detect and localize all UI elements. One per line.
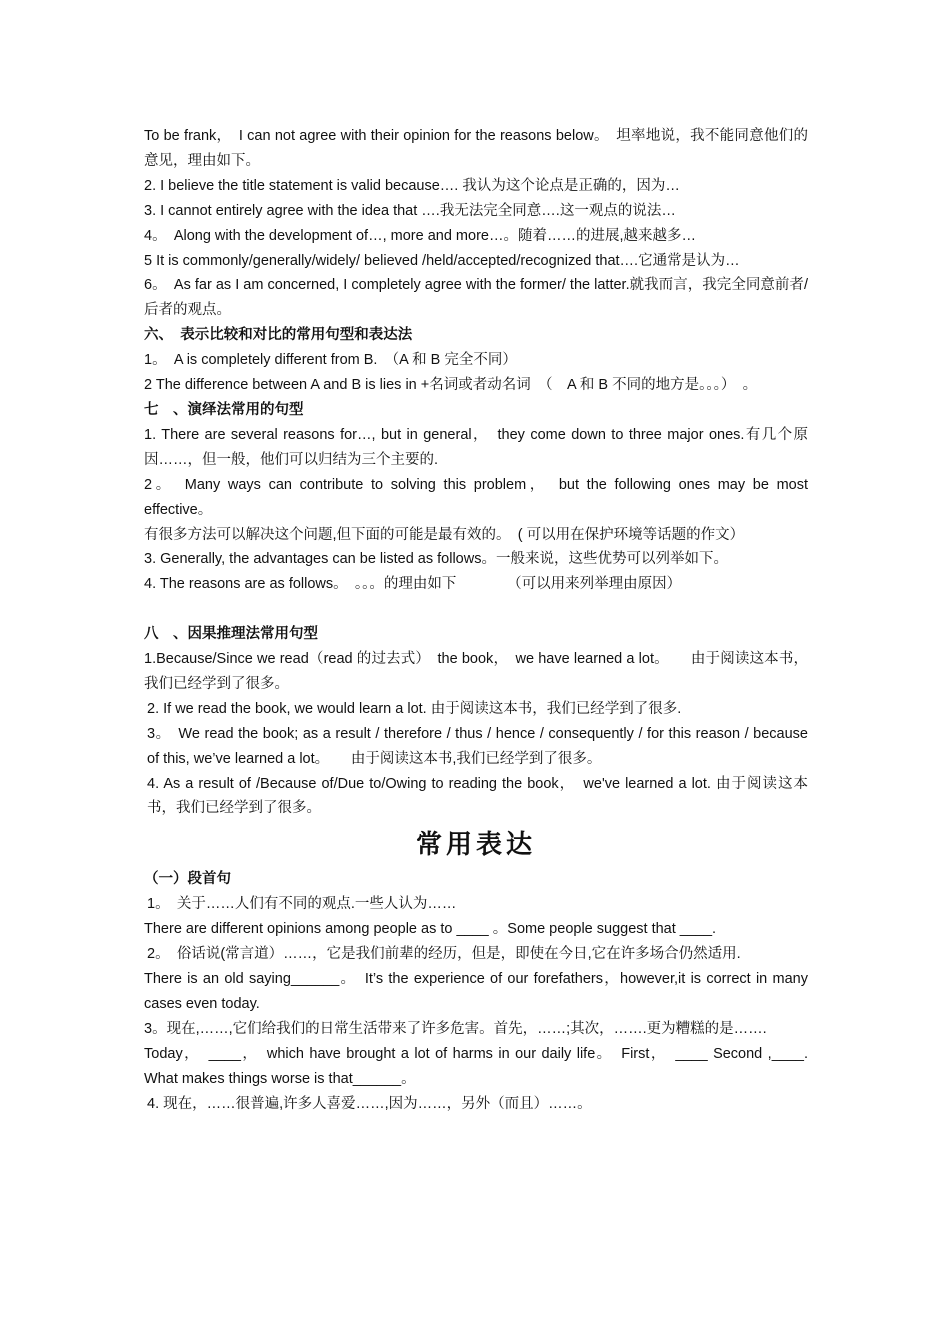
text-line: 6。 As far as I am concerned, I completely agree with the former/ the latter.就我而言，我完全同意前者/后者的观点。	[144, 277, 808, 319]
text-line: There is an old saying______。 It’s the experience of our forefathers，however,it is correct in many cases even today.	[144, 970, 808, 1012]
text-line: 2。 Many ways can contribute to solving this problem， but the following ones may be most effective。	[144, 476, 808, 518]
text-line: 3。 We read the book; as a result / therefore / thus / hence / consequently / for this reason / because of this, we’ve learned a lot。 由于阅读这本书,我们已经学到了很多。	[147, 725, 808, 767]
text-line: 3。现在,……,它们给我们的日常生活带来了许多危害。首先，……;其次，…….更为糟糕的是…….	[144, 1020, 767, 1037]
section-heading-causal: 八 、因果推理法常用句型	[144, 626, 318, 643]
text-line: 3. I cannot entirely agree with the idea that ….我无法完全同意….这一观点的说法…	[144, 202, 676, 219]
blank-line	[144, 597, 808, 622]
text-line: 1.Because/Since we read（read 的过去式） the book， we have learned a lot。 由于阅读这本书，我们已经学到了很多。	[144, 651, 808, 692]
text-line: 4. 现在，……很普遍,许多人喜爱……,因为……，另外（而且）……。	[147, 1095, 592, 1112]
text-line: 2. If we read the book, we would learn a lot. 由于阅读这本书，我们已经学到了很多.	[147, 700, 682, 717]
text-line: 1。 A is completely different from B. （A 和 B 完全不同）	[144, 352, 517, 369]
text-line: 4。 Along with the development of…, more and more…。随着……的进展,越来越多…	[144, 227, 696, 244]
section-heading-deduction: 七 、演绎法常用的句型	[144, 401, 304, 418]
text-line: 1。 关于……人们有不同的观点.一些人认为……	[147, 896, 457, 913]
text-line: There are different opinions among people as to ____ 。Some people suggest that ____.	[144, 921, 717, 938]
page-title: 常用表达	[415, 830, 536, 861]
text-line: Today， ____， which have brought a lot of harms in our daily life。 First， ____ Second ,____. What makes things worse is that______。	[144, 1045, 808, 1087]
text-line: 1. There are several reasons for…, but in general， they come down to three major ones.有几个原因……，但一般，他们可以归结为三个主要的.	[144, 426, 808, 468]
text-line: To be frank， I can not agree with their opinion for the reasons below。 坦率地说，我不能同意他们的意见，理由如下。	[144, 128, 808, 169]
text-line: 2 The difference between A and B is lies in +名词或者动名词 （ A 和 B 不同的地方是。。。） 。	[144, 377, 758, 394]
text-line: 5 It is commonly/generally/widely/ believed /held/accepted/recognized that….它通常是认为…	[144, 252, 740, 269]
text-line: 有很多方法可以解决这个问题,但下面的可能是最有效的。 ( 可以用在保护环境等话题的作文）	[144, 526, 745, 543]
text-line: 2。 俗话说(常言道）……，它是我们前辈的经历，但是，即使在今日,它在许多场合仍然适用.	[147, 946, 741, 963]
text-line: 3. Generally, the advantages can be listed as follows。一般来说，这些优势可以列举如下。	[144, 551, 728, 568]
section-heading-comparison: 六、 表示比较和对比的常用句型和表达法	[144, 327, 413, 344]
text-line: 4. The reasons are as follows。 。。。的理由如下 （可以用来列举理由原因）	[144, 576, 682, 593]
text-line: 4. As a result of /Because of/Due to/Owing to reading the book， we've learned a lot. 由于阅读这本书，我们已经学到了很多。	[147, 775, 808, 817]
text-line: 2. I believe the title statement is valid because…. 我认为这个论点是正确的，因为…	[144, 177, 680, 194]
section-heading-opening-sentences: （一）段首句	[144, 871, 231, 888]
document-body	[144, 124, 808, 1116]
